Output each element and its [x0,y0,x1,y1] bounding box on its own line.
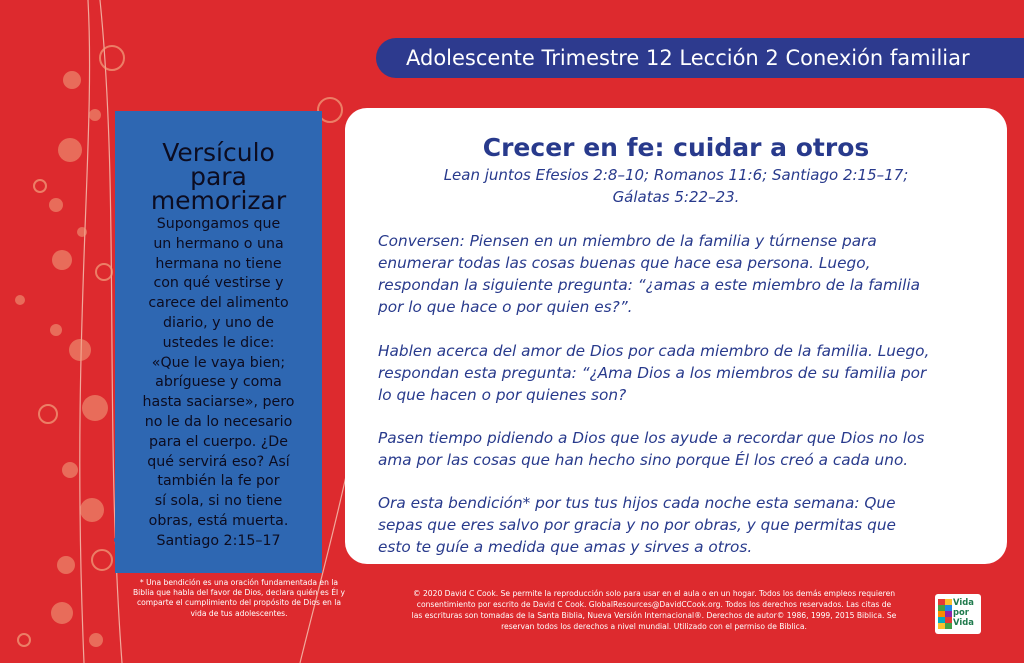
vida-por-vida-logo [935,594,981,634]
verse-line: no le da lo necesario [144,413,293,430]
logo-line: Vida [953,617,974,627]
verse-line: «Que le vaya bien; [151,354,286,371]
footnote-line: Biblia que habla del favor de Dios, declara quién es Él y [132,588,346,598]
copyright-notice [376,588,932,632]
gods-love-paragraph [378,340,988,406]
paragraph-line: Ora esta bendición* por tus tus hijos cada noche esta semana: Que [378,494,896,512]
reference-line: Gálatas 5:22–23. [612,188,740,206]
logo-wordmark [953,597,974,627]
prayer-paragraph [378,427,988,471]
paragraph-line: sepas que eres salvo por gracia y no por obras, y que permitas que [378,516,896,534]
memory-verse-text [115,215,322,552]
paragraph-line: Pasen tiempo pidiendo a Dios que los ayude a recordar que Dios no los [378,429,925,447]
verse-line: abríguese y coma [155,374,282,391]
paragraph-line: enumerar todas las cosas buenas que hace esa persona. Luego, [378,254,871,272]
verse-line: diario, y uno de [163,314,274,331]
verse-line: sí sola, si no tiene [154,493,283,510]
verse-line: hermana no tiene [155,255,282,272]
blessing-footnote [120,578,358,619]
verse-line: hasta saciarse», pero [142,394,295,411]
verse-line: Supongamos que [156,216,281,232]
footnote-line: * Una bendición es una oración fundamentada en la [139,578,339,587]
verse-line: para el cuerpo. ¿De [149,433,288,450]
reference-line: Lean juntos Efesios 2:8–10; Romanos 11:6; Santiago 2:15–17; [443,166,909,184]
copyright-line: © 2020 David C Cook. Se permite la reproducción solo para usar en el aula o en un hogar. Todos los demás empleos requieren [412,589,896,598]
activity-card [345,108,1007,564]
logo-line: Vida [953,597,974,607]
copyright-line: consentimiento por escrito de David C Cook. GlobalResources@DavidCCook.org. Todos los derechos reservados. Las citas de [416,600,892,609]
verse-line: con qué vestirse y [153,275,284,292]
footnote-line: comparte el cumplimiento del propósito de Dios en la [136,598,342,608]
verse-line: carece del alimento [148,295,289,312]
verse-line: también la fe por [157,473,280,490]
logo-stripes-icon [938,599,952,629]
verse-title-line: para [190,162,247,191]
conversation-paragraph [378,230,988,318]
paragraph-line: por lo que hace o por quien es?”. [378,298,633,316]
verse-title-line: Versículo [162,138,275,167]
verse-reference: Santiago 2:15–17 [156,532,281,549]
verse-title-line: memorizar [150,186,287,215]
paragraph-line: lo que hacen o por quienes son? [378,386,627,404]
scripture-references [345,164,1007,208]
paragraph-line: Conversen: Piensen en un miembro de la familia y túrnense para [378,232,877,250]
verse-line: obras, está muerta. [148,512,289,529]
copyright-line: las escrituras son tomadas de la Santa Biblia, Nueva Versión Internacional®. Derechos de autor© 1986, 1999, 2015 Biblica. Se [411,611,897,620]
paragraph-line: respondan esta pregunta: “¿Ama Dios a los miembros de su familia por [378,364,927,382]
banner-title: Adolescente Trimestre 12 Lección 2 Conexión familiar [406,46,970,70]
memory-verse-title [115,138,322,215]
paragraph-line: esto te guíe a medida que amas y sirves a otros. [378,538,753,556]
card-title: Crecer en fe: cuidar a otros [482,133,870,162]
logo-line: por [953,607,969,617]
copyright-line: reservan todos los derechos a nivel mundial. Utilizado con el permiso de Biblica. [501,622,807,631]
paragraph-line: ama por las cosas que han hecho sino porque Él los creó a cada uno. [378,451,909,469]
memory-verse-box [115,111,322,573]
verse-line: qué servirá eso? Así [147,453,290,470]
paragraph-line: Hablen acerca del amor de Dios por cada miembro de la familia. Luego, [378,342,930,360]
footnote-line: vida de tus adolescentes. [190,608,288,618]
paragraph-line: respondan la siguiente pregunta: “¿amas a este miembro de la familia [378,276,921,294]
verse-line: ustedes le dice: [162,334,275,351]
lesson-banner [376,38,1024,78]
blessing-paragraph [378,492,988,558]
verse-line: un hermano o una [153,235,284,252]
